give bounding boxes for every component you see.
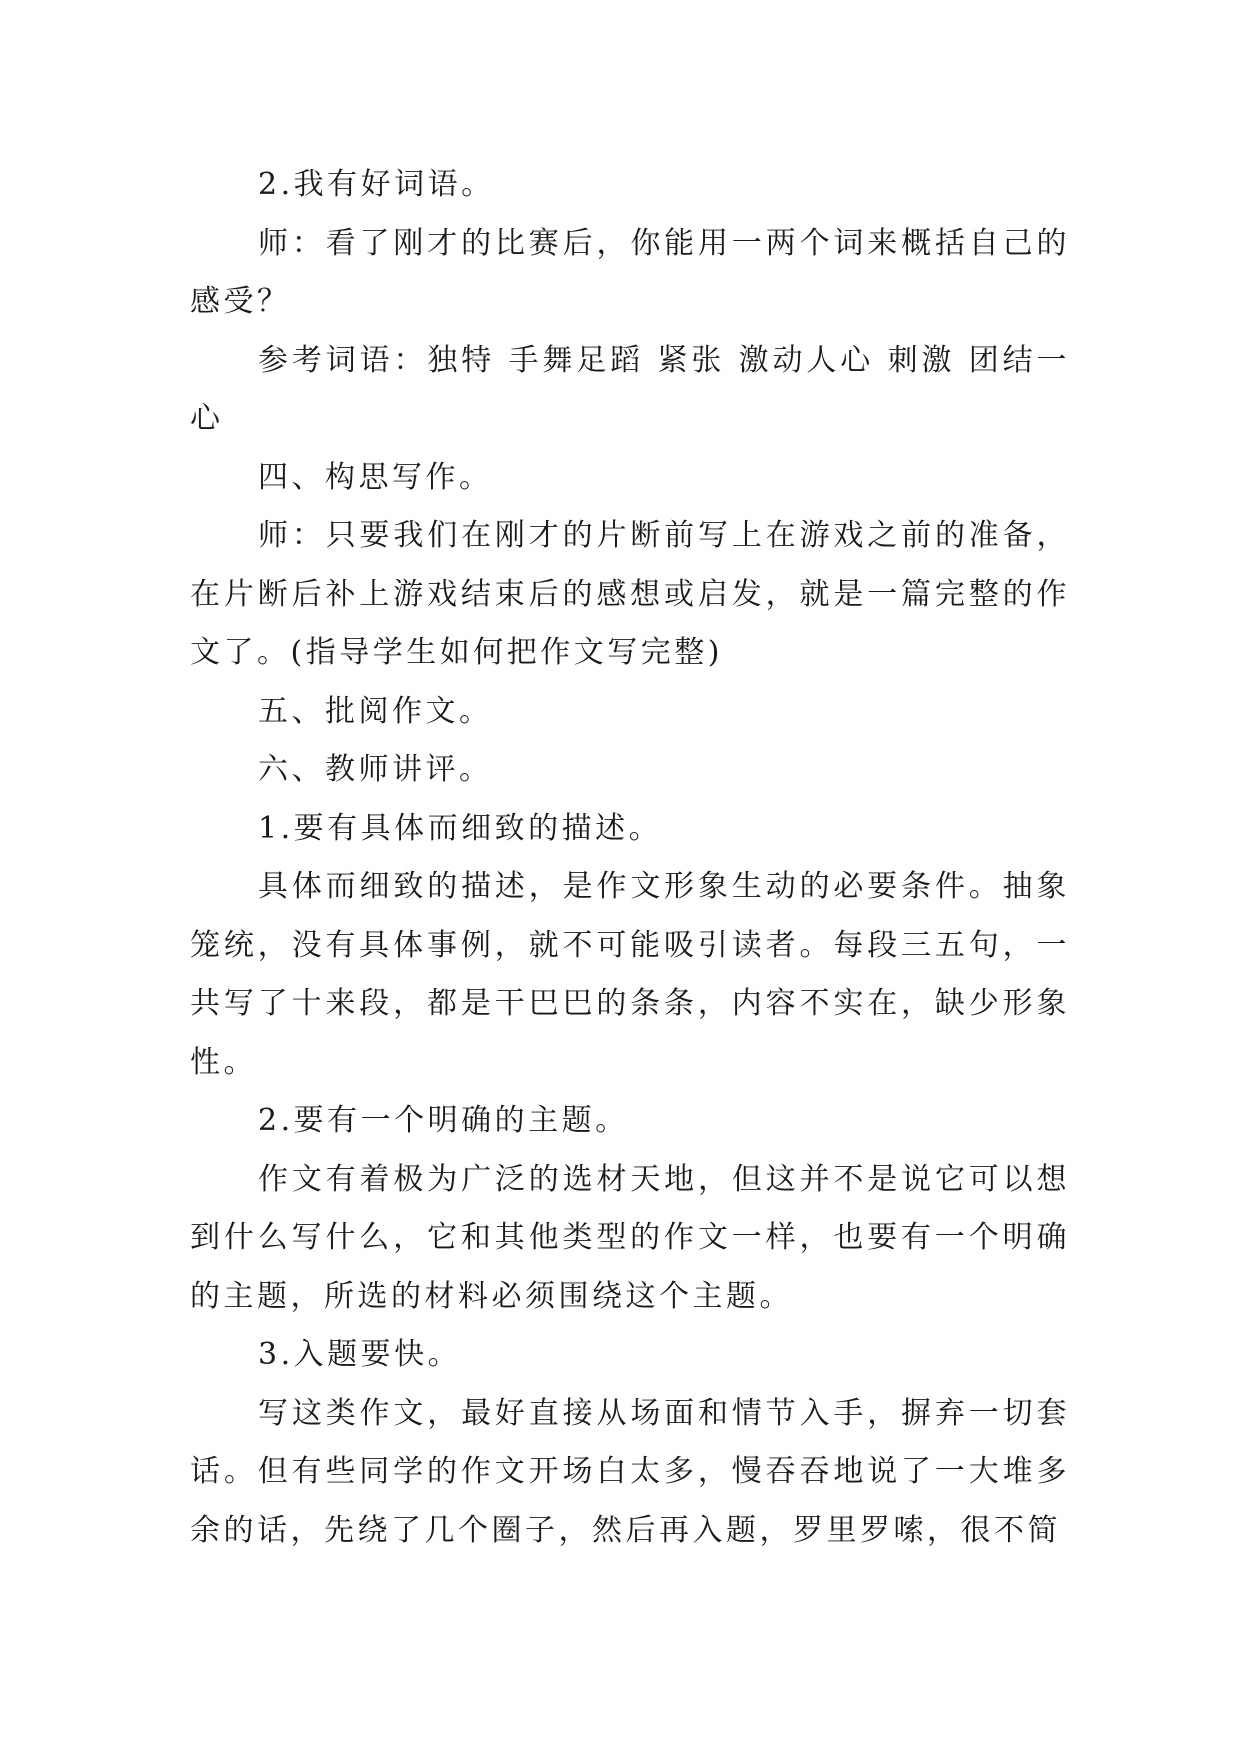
paragraph: 参考词语：独特 手舞足蹈 紧张 激动人心 刺激 团结一心 <box>190 342 1070 436</box>
paragraph: 具体而细致的描述，是作文形象生动的必要条件。抽象笼统，没有具体事例，就不可能吸引读者。每段三五句，一共写了十来段，都是干巴巴的条条，内容不实在，缺少形象性。 <box>190 869 1070 1080</box>
subsection-heading: 2.要有一个明确的主题。 <box>258 1103 629 1138</box>
paragraph: 写这类作文，最好直接从场面和情节入手，摒弃一切套话。但有些同学的作文开场白太多，慢吞吞地说了一大堆多余的话，先绕了几个圈子，然后再入题，罗里罗嗦，很不简 <box>190 1395 1070 1548</box>
section-heading: 六、教师讲评。 <box>258 752 493 787</box>
document-body <box>190 156 1070 1560</box>
paragraph: 2.我有好词语。 <box>258 167 495 202</box>
section-heading: 五、批阅作文。 <box>258 693 493 729</box>
paragraph: 师：看了刚才的比赛后，你能用一两个词来概括自己的感受？ <box>190 225 1070 319</box>
subsection-heading: 3.入题要快。 <box>258 1337 462 1372</box>
section-heading: 四、构思写作。 <box>258 459 493 495</box>
paragraph: 作文有着极为广泛的选材天地，但这并不是说它可以想到什么写什么，它和其他类型的作文一样，也要有一个明确的主题，所选的材料必须围绕这个主题。 <box>190 1161 1070 1314</box>
paragraph: 师：只要我们在刚才的片断前写上在游戏之前的准备，在片断后补上游戏结束后的感想或启发，就是一篇完整的作文了。(指导学生如何把作文写完整) <box>190 518 1070 670</box>
subsection-heading: 1.要有具体而细致的描述。 <box>258 810 663 846</box>
